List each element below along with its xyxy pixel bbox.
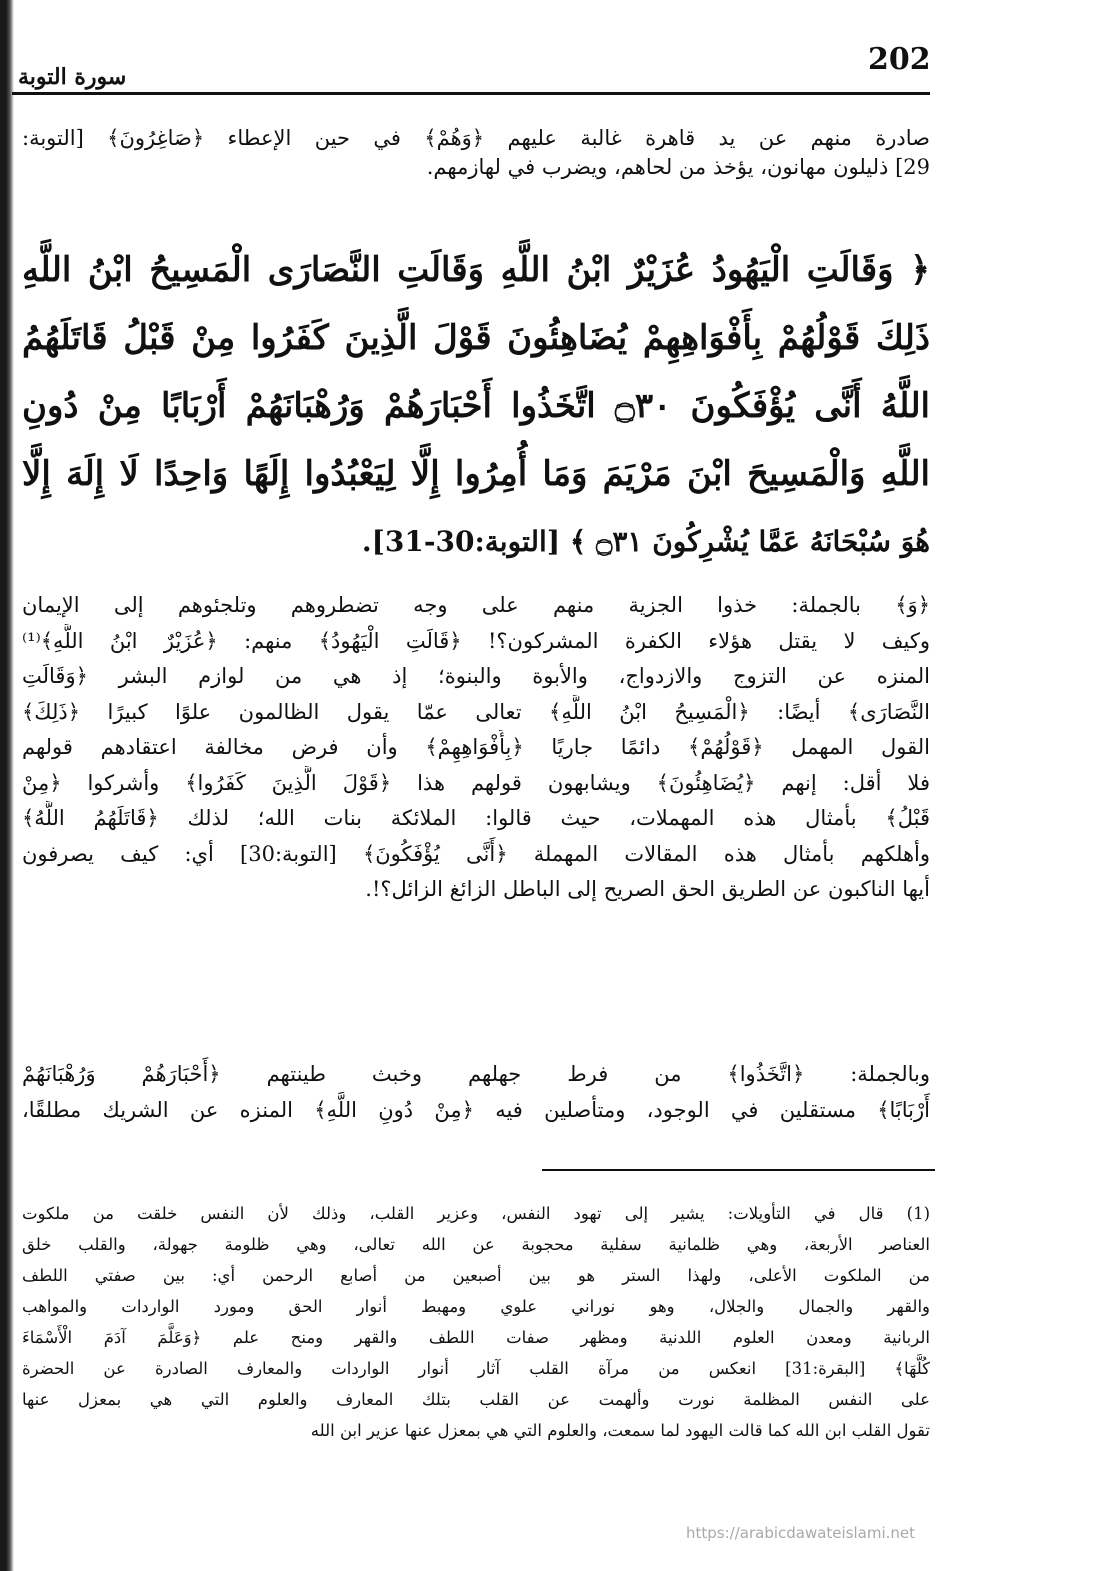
footnote-line: كُلَّهَا﴾ [البقرة:31] انعكس من مرآة القلب آثار أنوار الواردات والمعارف الصادرة عن الحضرة <box>22 1359 930 1378</box>
page-number: 202 <box>868 42 931 77</box>
quran-verse-block <box>22 236 930 576</box>
footnote-line: تقول القلب ابن الله كما قالت اليهود لما سمعت، والعلوم التي هي بمعزل عنها عزير ابن الله <box>310 1421 930 1440</box>
intro-paragraph <box>22 124 930 182</box>
watermark-url: https://arabicdawateislami.net <box>686 1524 916 1542</box>
footnote-line: على النفس المظلمة نورت وألهمت عن القلب بتلك المعارف والعلوم التي هي بمعزل عنها <box>22 1390 930 1409</box>
verse-line: ﴿ وَقَالَتِ الْيَهُودُ عُزَيْرٌ ابْنُ اللَّهِ وَقَالَتِ النَّصَارَى الْمَسِيحُ ابْنُ اللَّهِ <box>22 250 930 290</box>
footnote-line: والقهر والجمال والجلال، وهو نوراني علوي ومهبط أنوار الحق ومورد الواردات والمواهب <box>22 1297 930 1316</box>
text-line: وبالجملة: ﴿اتَّخَذُوا﴾ من فرط جهلهم وخبث طينتهم ﴿أَحْبَارَهُمْ وَرُهْبَانَهُمْ <box>22 1062 930 1086</box>
text-line: أَرْبَابًا﴾ مستقلين في الوجود، ومتأصلين فيه ﴿مِنْ دُونِ اللَّهِ﴾ المنزه عن الشريك مطلقًا، <box>22 1098 930 1122</box>
scan-edge-shadow <box>0 0 14 1571</box>
footnote-line: العناصر الأربعة، وهي ظلمانية سفلية محجوبة عن الله تعالى، وهي ظلومة جهولة، والقلب خلق <box>22 1235 930 1254</box>
text-line: أيها الناكبون عن الطريق الحق الصريح إلى الباطل الزائغ الزائل؟!. <box>365 877 930 901</box>
commentary-paragraph-2 <box>22 1056 930 1128</box>
text-line: وأهلكهم بأمثال هذه المقالات المهملة ﴿أَنَّى يُؤْفَكُونَ﴾ [التوبة:30] أي: كيف يصرفون <box>22 841 930 866</box>
footnote-line: الربانية ومعدن العلوم اللدنية ومظهر صفات اللطف والقهر ومنح علم ﴿وَعَلَّمَ آدَمَ الْأَسْمَاءَ <box>22 1328 930 1347</box>
verse-line: اللَّهُ أَنَّى يُؤْفَكُونَ ۝٣٠ اتَّخَذُوا أَحْبَارَهُمْ وَرُهْبَانَهُمْ أَرْبَابًا مِنْ دُونِ <box>22 386 930 426</box>
header-rule <box>12 92 930 95</box>
text-line: صادرة منهم عن يد قاهرة غالبة عليهم ﴿وَهُمْ﴾ في حين الإعطاء ﴿صَاغِرُونَ﴾ [التوبة: <box>22 126 930 150</box>
text-line: النَّصَارَى﴾ أيضًا: ﴿الْمَسِيحُ ابْنُ اللَّهِ﴾ تعالى عمّا يقول الظالمون علوًا كبيرًا ﴿ذَلِكَ﴾ <box>22 699 930 724</box>
text-line: فلا أقل: إنهم ﴿يُضَاهِئُونَ﴾ ويشابهون قولهم هذا ﴿قَوْلَ الَّذِينَ كَفَرُوا﴾ وأشركوا ﴿مِنْ <box>22 770 930 795</box>
verse-line: هُوَ سُبْحَانَهُ عَمَّا يُشْرِكُونَ ۝٣١ ﴾ [التوبة:30-31]. <box>361 525 930 558</box>
text-line: قَبْلُ﴾ بأمثال هذه المهملات، حيث قالوا: الملائكة بنات الله؛ لذلك ﴿قَاتَلَهُمُ اللَّهُ﴾ <box>22 806 930 830</box>
footnote <box>22 1198 930 1446</box>
text-line: وكيف لا يقتل هؤلاء الكفرة المشركون؟! ﴿قَالَتِ الْيَهُودُ﴾ منهم: ﴿عُزَيْرٌ ابْنُ اللَّهِ﴾⁽¹⁾ <box>22 628 930 653</box>
commentary-paragraph <box>22 588 930 908</box>
footnote-rule <box>542 1169 935 1171</box>
footnote-line: (1) قال في التأويلات: يشير إلى تهود النفس، وعزير القلب، وذلك لأن النفس خلقت من ملكوت <box>22 1204 930 1223</box>
running-head-surah: سورة التوبة <box>18 64 127 90</box>
text-line: القول المهمل ﴿قَوْلُهُمْ﴾ دائمًا جاريًا ﴿بِأَفْوَاهِهِمْ﴾ وأن فرض مخالفة اعتقادهم قولهم <box>22 735 930 759</box>
verse-line: ذَلِكَ قَوْلُهُمْ بِأَفْوَاهِهِمْ يُضَاهِئُونَ قَوْلَ الَّذِينَ كَفَرُوا مِنْ قَبْلُ قَاتَلَهُمُ <box>22 318 930 358</box>
footnote-line: من الملكوت الأعلى، ولهذا الستر هو بين أصبعين من أصابع الرحمن أي: بين صفتي اللطف <box>22 1266 930 1285</box>
text-line: المنزه عن التزوج والازدواج، والأبوة والبنوة؛ إذ هي من لوازم البشر ﴿وَقَالَتِ <box>22 664 930 688</box>
text-line: 29] ذليلون مهانون، يؤخذ من لحاهم، ويضرب في لهازمهم. <box>426 155 930 179</box>
text-line: ﴿وَ﴾ بالجملة: خذوا الجزية منهم على وجه تضطروهم وتلجئوهم إلى الإيمان <box>22 593 930 617</box>
verse-line: اللَّهِ وَالْمَسِيحَ ابْنَ مَرْيَمَ وَمَا أُمِرُوا إِلَّا لِيَعْبُدُوا إِلَهًا وَاحِدًا لَا إِلَهَ إِلَّا <box>22 454 930 494</box>
